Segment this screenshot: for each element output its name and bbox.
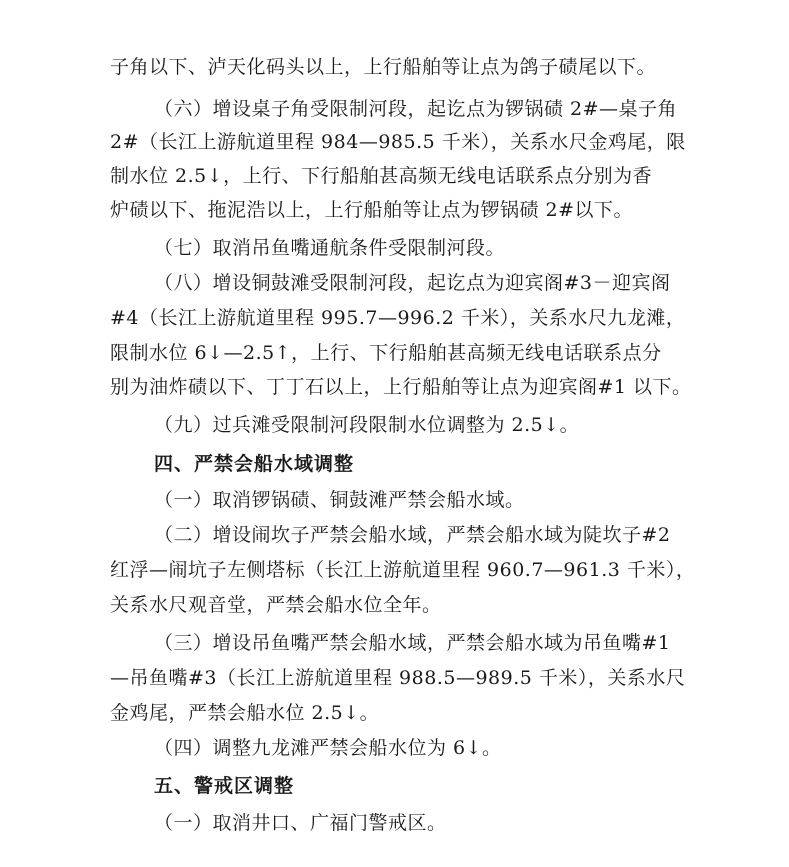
text-line: 制水位 2.5↓，上行、下行船舶甚高频无线电话联系点分别为香 (110, 165, 653, 187)
text-line: 金鸡尾，严禁会船水位 2.5↓。 (110, 702, 380, 724)
text-line: 子角以下、泸天化码头以上，上行船舶等让点为鸽子碛尾以下。 (110, 56, 657, 78)
text-line: #4（长江上游航道里程 995.7—996.2 千米），关系水尺九龙滩， (110, 307, 686, 329)
text-line: （三）增设吊鱼嘴严禁会船水域，严禁会船水域为吊鱼嘴#1 (154, 632, 671, 654)
text-line: 关系水尺观音堂，严禁会船水位全年。 (110, 594, 442, 616)
text-line: （二）增设闹坎子严禁会船水域，严禁会船水域为陡坎子#2 (154, 524, 671, 546)
text-line: —吊鱼嘴#3（长江上游航道里程 988.5—989.5 千米），关系水尺 (110, 667, 686, 689)
text-line: 红浮—闹坑子左侧塔标（长江上游航道里程 960.7—961.3 千米）， (110, 559, 696, 581)
section-heading: 五、警戒区调整 (154, 775, 295, 797)
text-line: （一）取消井口、广福门警戒区。 (154, 812, 447, 834)
text-line: （九）过兵滩受限制河段限制水位调整为 2.5↓。 (154, 414, 580, 436)
text-line: （一）取消锣锅碛、铜鼓滩严禁会船水域。 (154, 489, 525, 511)
text-line: 别为油炸碛以下、丁丁石以上，上行船舶等让点为迎宾阁#1 以下。 (110, 376, 692, 398)
text-line: 限制水位 6↓—2.5↑，上行、下行船舶甚高频无线电话联系点分 (110, 342, 662, 364)
section-heading: 四、严禁会船水域调整 (154, 453, 355, 475)
text-line: 2#（长江上游航道里程 984—985.5 千米），关系水尺金鸡尾，限 (110, 131, 686, 153)
text-line: （七）取消吊鱼嘴通航条件受限制河段。 (154, 237, 506, 259)
text-line: （六）增设桌子角受限制河段，起讫点为锣锅碛 2#—桌子角 (154, 98, 678, 120)
text-line: （四）调整九龙滩严禁会船水位为 6↓。 (154, 737, 502, 759)
text-line: 炉碛以下、拖泥浩以上，上行船舶等让点为锣锅碛 2#以下。 (110, 199, 634, 221)
text-line: （八）增设铜鼓滩受限制河段，起讫点为迎宾阁#3－迎宾阁 (154, 272, 671, 294)
